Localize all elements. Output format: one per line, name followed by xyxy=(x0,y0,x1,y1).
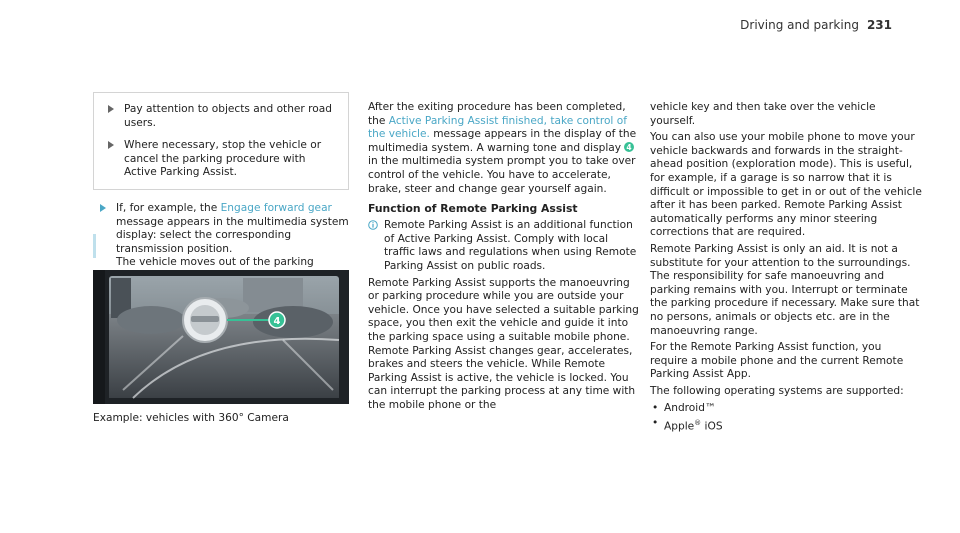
camera-figure xyxy=(93,270,349,404)
info-icon xyxy=(368,220,378,230)
step-text-pre: If, for example, the xyxy=(116,202,221,214)
step-text-post: message appears in the multimedia system display: select the corresponding transmission position. xyxy=(116,215,349,255)
os-name: Android™ xyxy=(664,402,716,415)
callout-badge xyxy=(624,142,634,152)
paragraph-text: message appears in the display of the multimedia system. A warning tone and display xyxy=(368,128,637,154)
paragraph-5: The following operating systems are supported: xyxy=(650,384,904,397)
camera-view-image xyxy=(93,270,349,404)
display-message: Engage forward gear xyxy=(220,202,332,214)
info-note xyxy=(368,219,640,273)
figure-callout: 4 xyxy=(273,316,281,327)
step-text: Pay attention to objects and other road users. xyxy=(124,103,332,129)
os-name: Apple xyxy=(664,421,695,433)
figure-caption: Example: vehicles with 360° Camera xyxy=(93,412,289,424)
page-number: 231 xyxy=(866,18,892,32)
step-item xyxy=(108,103,336,130)
paragraph-text: in the multimedia system prompt you to take over control of the vehicle. You have to accelerate, brake, steer and change gear yourself again. xyxy=(368,155,636,195)
step-arrow-icon xyxy=(108,105,114,113)
page-header xyxy=(740,18,892,32)
step-result: The vehicle moves out of the parking xyxy=(116,256,314,269)
steps-box xyxy=(93,92,349,190)
paragraph-4: For the Remote Parking Assist function, you require a mobile phone and the current Remote Parking Assist App. xyxy=(650,341,904,381)
step-text: Where necessary, stop the vehicle or cancel the parking procedure with Active Parking Assist. xyxy=(124,139,322,179)
section-title: Driving and parking xyxy=(740,18,859,32)
paragraph-3: Remote Parking Assist is only an aid. It is not a substitute for your attention to the surroundings. The responsibility for safe manoeuvring and parking remains with you. Interrupt or terminate the parking procedure if necessary. Make sure that no persons, animals or objects etc. are in the manoeuvring range. xyxy=(650,242,920,337)
paragraph-text: After the exiting procedure has been completed, the xyxy=(368,101,626,127)
os-list xyxy=(650,401,922,435)
paragraph-1: vehicle key and then take over the vehicle yourself. xyxy=(650,101,876,127)
callout-number: 4 xyxy=(626,142,633,152)
step-item xyxy=(108,139,336,180)
display-message: Active Parking Assist finished, take control of the vehicle. xyxy=(368,114,627,141)
info-text: Remote Parking Assist is an additional function of Active Parking Assist. Comply with local traffic laws and regulations when using Remote Parking Assist on public roads. xyxy=(384,219,637,272)
paragraph-2: You can also use your mobile phone to move your vehicle backwards and forwards in the straight-ahead position (exploration mode). This is useful, for example, if a garage is so narrow that it is difficult or impossible to get in or out of the vehicle after it has been parked. Remote Parking Assist automatically performs any minor steering corrections that are required. xyxy=(650,131,922,239)
result-bar xyxy=(93,234,96,258)
section-heading: Function of Remote Parking Assist xyxy=(368,202,578,216)
function-paragraph: Remote Parking Assist supports the manoeuvring or parking procedure while you are outside your vehicle. Once you have selected a suitable parking space, you then exit the vehicle and guide it into the parking space using a suitable mobile phone. Remote Parking Assist changes gear, accelerates, brakes and steers the vehicle. While Remote Parking Assist is active, the vehicle is locked. You can interrupt the parking process at any time with the mobile phone or the xyxy=(368,276,639,411)
registered-mark: ® xyxy=(694,419,702,428)
os-suffix: iOS xyxy=(701,421,723,433)
middle-column xyxy=(368,101,640,412)
exit-complete-paragraph xyxy=(368,101,640,196)
list-item xyxy=(650,416,922,435)
step-arrow-icon xyxy=(100,204,106,212)
step-arrow-icon xyxy=(108,141,114,149)
list-item xyxy=(650,401,922,416)
right-column xyxy=(650,101,922,435)
